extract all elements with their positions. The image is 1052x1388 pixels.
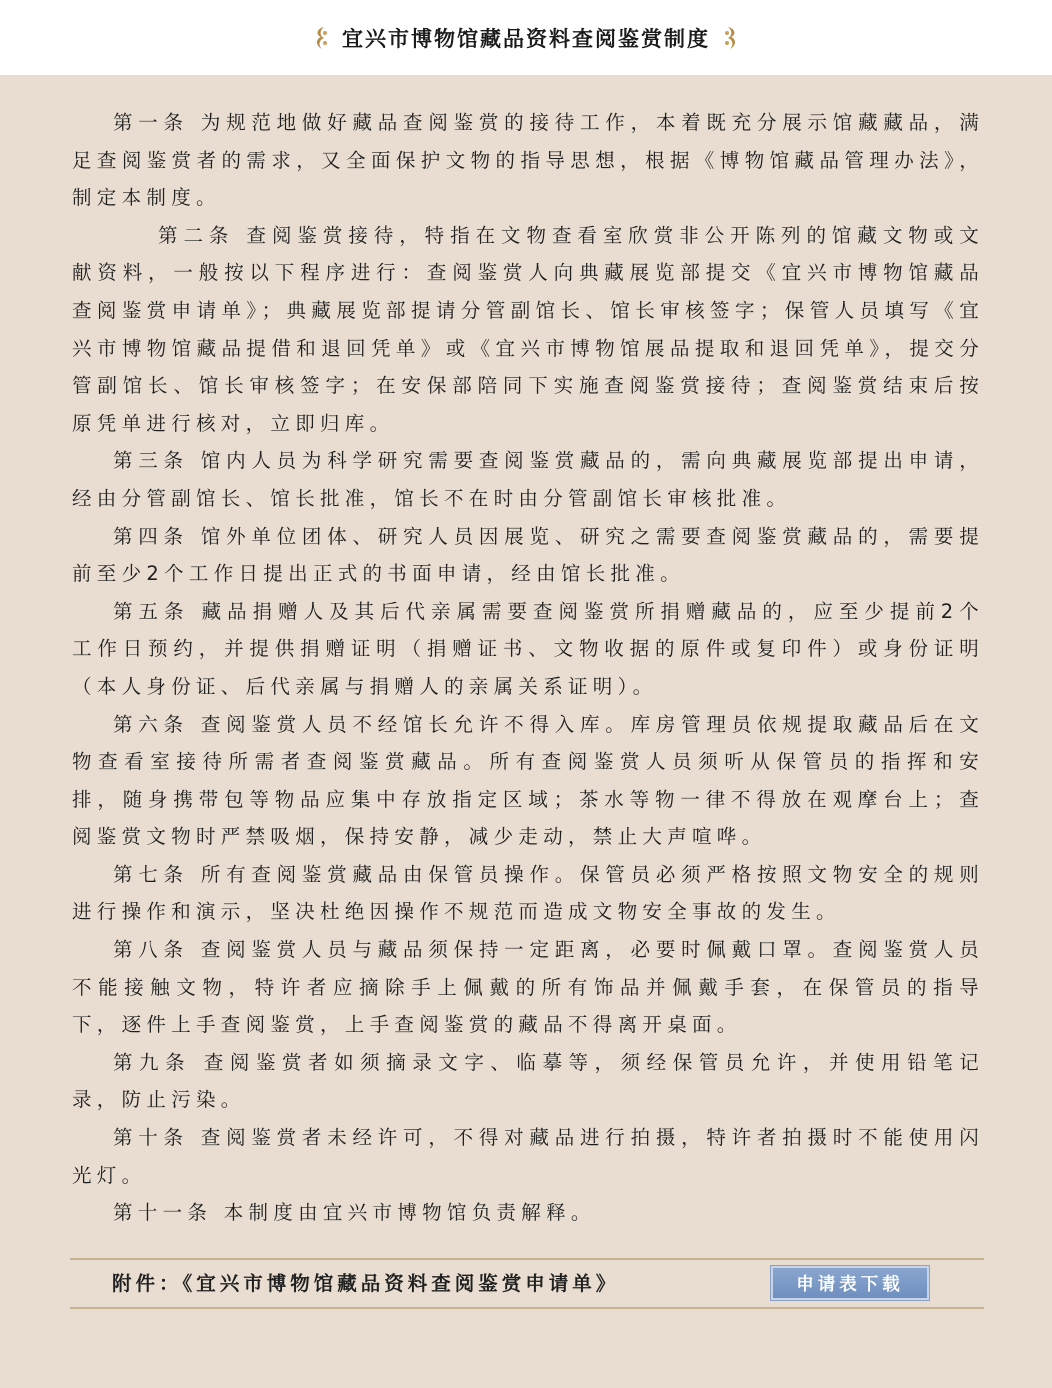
page-title: 宜兴市博物馆藏品资料查阅鉴赏制度 — [342, 25, 710, 51]
right-ornament-icon — [722, 25, 740, 51]
article-7: 第七条 所有查阅鉴赏藏品由保管员操作。保管员必须严格按照文物安全的规则进行操作和演示，坚决杜绝因操作不规范而造成文物安全事故的发生。 — [72, 862, 984, 924]
regulation-body — [72, 104, 984, 1232]
attachment-label: 附件：《宜兴市博物馆藏品资料查阅鉴赏申请单》 — [112, 1272, 620, 1295]
page-header — [0, 0, 1052, 75]
divider-bottom — [70, 1307, 984, 1309]
article-2: 第二条 查阅鉴赏接待，特指在文物查看室欣赏非公开陈列的馆藏文物或文献资料，一般按以下程序进行：查阅鉴赏人向典藏展览部提交《宜兴市博物馆藏品查阅鉴赏申请单》；典藏展览部提请分管副馆长、馆长审核签字；保管人员填写《宜兴市博物馆藏品提借和退回凭单》或《宜兴市博物馆展品提取和退回凭单》，提交分管副馆长、馆长审核签字；在安保部陪同下实施查阅鉴赏接待；查阅鉴赏结束后按原凭单进行核对，立即归库。 — [72, 223, 984, 435]
divider-top — [70, 1258, 984, 1260]
article-6: 第六条 查阅鉴赏人员不经馆长允许不得入库。库房管理员依规提取藏品后在文物查看室接待所需者查阅鉴赏藏品。所有查阅鉴赏人员须听从保管员的指挥和安排，随身携带包等物品应集中存放指定区域；茶水等物一律不得放在观摩台上；查阅鉴赏文物时严禁吸烟，保持安静，减少走动，禁止大声喧哗。 — [72, 712, 984, 849]
article-4: 第四条 馆外单位团体、研究人员因展览、研究之需要查阅鉴赏藏品的，需要提前至少2个工作日提出正式的书面申请，经由馆长批准。 — [72, 524, 984, 586]
article-11: 第十一条 本制度由宜兴市博物馆负责解释。 — [113, 1201, 596, 1225]
article-10: 第十条 查阅鉴赏者未经许可，不得对藏品进行拍摄，特许者拍摄时不能使用闪光灯。 — [72, 1126, 984, 1187]
download-form-button[interactable]: 申请表下载 — [771, 1266, 929, 1300]
article-9: 第九条 查阅鉴赏者如须摘录文字、临摹等，须经保管员允许，并使用铅笔记录，防止污染。 — [72, 1050, 984, 1112]
left-ornament-icon — [312, 25, 330, 51]
article-8: 第八条 查阅鉴赏人员与藏品须保持一定距离，必要时佩戴口罩。查阅鉴赏人员不能接触文物，特许者应摘除手上佩戴的所有饰品并佩戴手套，在保管员的指导下，逐件上手查阅鉴赏，上手查阅鉴赏的藏品不得离开桌面。 — [72, 938, 984, 1037]
article-1: 第一条 为规范地做好藏品查阅鉴赏的接待工作，本着既充分展示馆藏藏品，满足查阅鉴赏者的需求，又全面保护文物的指导思想，根据《博物馆藏品管理办法》，制定本制度。 — [72, 111, 984, 210]
article-3: 第三条 馆内人员为科学研究需要查阅鉴赏藏品的，需向典藏展览部提出申请，经由分管副馆长、馆长批准，馆长不在时由分管副馆长审核批准。 — [72, 449, 984, 510]
article-5: 第五条 藏品捐赠人及其后代亲属需要查阅鉴赏所捐赠藏品的，应至少提前2个工作日预约，并提供捐赠证明（捐赠证书、文物收据的原件或复印件）或身份证明（本人身份证、后代亲属与捐赠人的亲属关系证明）。 — [72, 599, 984, 698]
